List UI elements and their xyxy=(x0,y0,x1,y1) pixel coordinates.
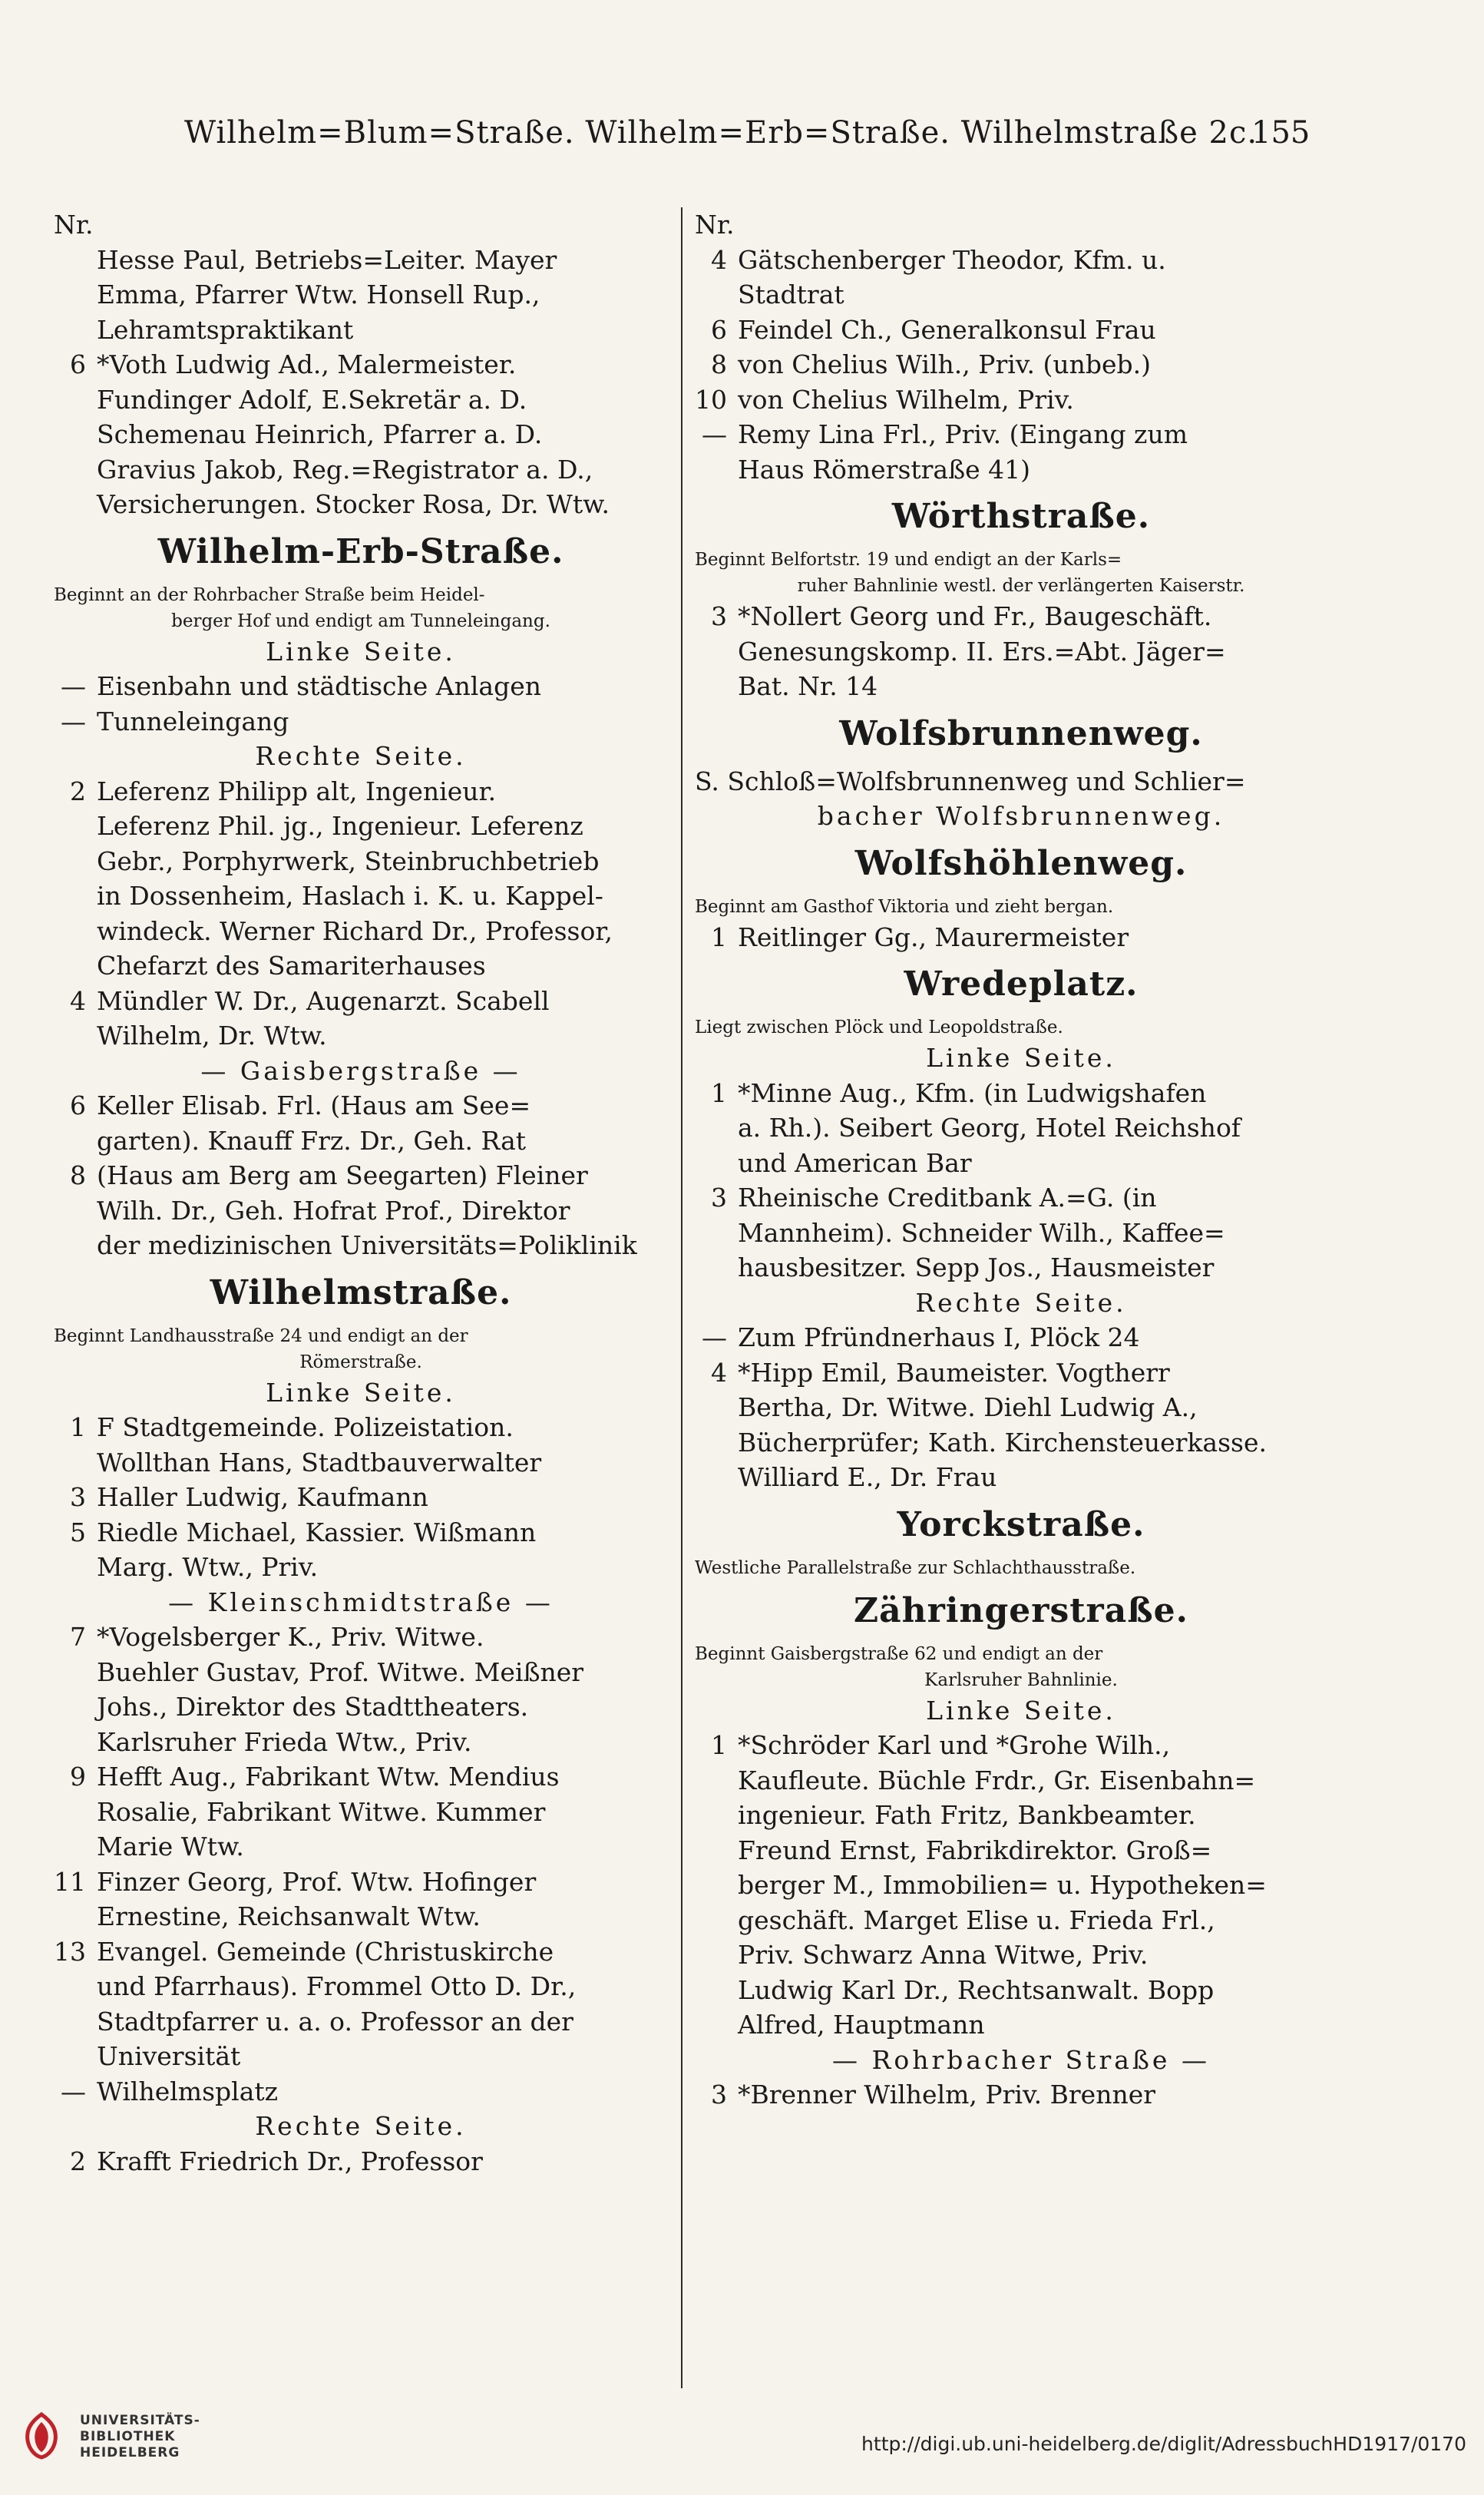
entry-line xyxy=(54,487,668,522)
entry-text: Wilhelm, Dr. Wtw. xyxy=(97,1021,327,1051)
street-heading: Wredeplatz. xyxy=(904,965,1139,1004)
entry-text: Ludwig Karl Dr., Rechtsanwalt. Bopp xyxy=(738,1974,1215,2005)
entry-line xyxy=(54,1934,668,1970)
entry-text: Rosalie, Fabrikant Witwe. Kummer xyxy=(97,1796,546,1827)
entry-line xyxy=(695,1868,1347,1903)
entry-text: Rechte Seite. xyxy=(255,741,467,771)
entry-text: Evangel. Gemeinde (Christuskirche xyxy=(97,1936,554,1967)
entry-line xyxy=(695,669,1347,704)
entry-line xyxy=(54,2074,668,2109)
entry-text: Lehramtspraktikant xyxy=(97,314,354,345)
entry-line xyxy=(54,1228,668,1263)
entry-line xyxy=(54,1689,668,1725)
street-heading: Wilhelmstraße. xyxy=(210,1272,512,1312)
entry-text: Williard E., Dr. Frau xyxy=(738,1462,997,1492)
entry-line xyxy=(695,207,1347,243)
entry-text: Nr. xyxy=(695,210,735,240)
entry-text: garten). Knauff Frz. Dr., Geh. Rat xyxy=(97,1125,527,1156)
entry-line xyxy=(695,1146,1347,1181)
entry-text: Bat. Nr. 14 xyxy=(738,671,878,701)
entry-line xyxy=(695,1250,1347,1286)
entry-text: Stadtpfarrer u. a. o. Professor an der xyxy=(97,2006,573,2037)
entry-text: Buehler Gustav, Prof. Witwe. Meißner xyxy=(97,1656,584,1687)
entry-line xyxy=(695,1903,1347,1938)
house-number: 7 xyxy=(70,1622,86,1652)
entry-text: S. Schloß=Wolfsbrunnenweg und Schlier= xyxy=(695,766,1246,796)
house-number: — xyxy=(61,2076,86,2106)
entry-text: Feindel Ch., Generalkonsul Frau xyxy=(738,314,1156,345)
entry-line xyxy=(54,1725,668,1760)
house-number: 8 xyxy=(70,1160,86,1190)
entry-line xyxy=(695,634,1347,670)
entry-line xyxy=(54,243,668,278)
entry-text: Emma, Pfarrer Wtw. Honsell Rup., xyxy=(97,280,540,309)
entry-text: Leferenz Phil. jg., Ingenieur. Leferenz xyxy=(97,811,583,841)
street-heading: Wörthstraße. xyxy=(891,497,1151,536)
entry-line xyxy=(54,1655,668,1690)
house-number: 11 xyxy=(54,1866,86,1897)
house-number: 1 xyxy=(70,1412,86,1442)
running-header-title: Wilhelm=Blum=Straße. Wilhelm=Erb=Straße. Wilhelmstraße 2c. xyxy=(184,115,1258,151)
street-description: Liegt zwischen Plöck und Leopoldstraße. xyxy=(695,1018,1063,1037)
street-description: Beginnt Gaisbergstraße 62 und endigt an der xyxy=(695,1643,1103,1664)
entry-line xyxy=(695,243,1347,278)
entry-line xyxy=(54,669,668,704)
entry-line xyxy=(695,1973,1347,2008)
entry-text: Riedle Michael, Kassier. Wißmann xyxy=(97,1517,537,1547)
entry-line xyxy=(54,1550,668,1585)
entry-text: Versicherungen. Stocker Rosa, Dr. Wtw. xyxy=(97,489,610,519)
entry-line xyxy=(54,1829,668,1865)
entry-line xyxy=(54,1445,668,1481)
entry-line xyxy=(54,1410,668,1445)
entry-text: in Dossenheim, Haslach i. K. u. Kappel- xyxy=(97,881,603,911)
side-label xyxy=(54,1375,668,1411)
entry-text: Linke Seite. xyxy=(926,1695,1116,1726)
entry-line xyxy=(54,1480,668,1515)
entry-text: Gebr., Porphyrwerk, Steinbruchbetrieb xyxy=(97,845,600,876)
entry-line xyxy=(695,1833,1347,1868)
entry-line xyxy=(695,764,1347,799)
entry-text: Finzer Georg, Prof. Wtw. Hofinger xyxy=(97,1866,537,1897)
side-label xyxy=(54,2109,668,2144)
side-label xyxy=(695,2043,1347,2078)
house-number: 8 xyxy=(711,349,727,379)
entry-line xyxy=(695,2077,1347,2113)
library-name-line: HEIDELBERG xyxy=(80,2445,180,2460)
street-heading: Wilhelm-Erb-Straße. xyxy=(157,531,564,571)
street-description: Beginnt Landhausstraße 24 und endigt an der xyxy=(54,1325,468,1346)
entry-text: Keller Elisab. Frl. (Haus am See= xyxy=(97,1090,531,1120)
entry-line xyxy=(54,2039,668,2074)
entry-text: hausbesitzer. Sepp Jos., Hausmeister xyxy=(738,1252,1215,1282)
entry-text: Wilh. Dr., Geh. Hofrat Prof., Direktor xyxy=(97,1195,570,1226)
entry-text: (Haus am Berg am Seegarten) Fleiner xyxy=(97,1160,588,1190)
entry-line xyxy=(54,1123,668,1159)
house-number: 1 xyxy=(711,1730,727,1760)
entry-text: — Rohrbacher Straße — xyxy=(832,2044,1210,2075)
entry-line xyxy=(54,774,668,809)
entry-text: Gätschenberger Theodor, Kfm. u. xyxy=(738,244,1166,275)
entry-line xyxy=(54,1620,668,1655)
entry-text: *Brenner Wilhelm, Priv. Brenner xyxy=(738,2080,1156,2109)
page-footer xyxy=(0,2404,1484,2495)
entry-text: Hefft Aug., Fabrikant Wtw. Mendius xyxy=(97,1762,560,1792)
street-heading: Wolfsbrunnenweg. xyxy=(839,713,1203,753)
entry-text: Hesse Paul, Betriebs=Leiter. Mayer xyxy=(97,244,557,275)
street-heading: Yorckstraße. xyxy=(897,1504,1145,1544)
column-divider xyxy=(681,207,683,2388)
house-number: — xyxy=(61,671,86,701)
house-number: 1 xyxy=(711,922,727,952)
entry-line xyxy=(54,277,668,313)
entry-text: Zum Pfründnerhaus I, Plöck 24 xyxy=(738,1322,1140,1352)
entry-line xyxy=(54,2004,668,2040)
entry-text: Johs., Direktor des Stadttheaters. xyxy=(97,1692,529,1722)
entry-text: *Schröder Karl und *Grohe Wilh., xyxy=(738,1730,1171,1760)
entry-line xyxy=(695,347,1347,382)
entry-line xyxy=(54,382,668,418)
house-number: 6 xyxy=(70,349,86,379)
entry-text: Mannheim). Schneider Wilh., Kaffee= xyxy=(738,1217,1225,1248)
entry-line xyxy=(695,1460,1347,1495)
entry-text: Schemenau Heinrich, Pfarrer a. D. xyxy=(97,419,543,449)
entry-text: — Gaisbergstraße — xyxy=(200,1055,521,1086)
entry-line xyxy=(695,1076,1347,1111)
side-label xyxy=(695,799,1347,834)
entry-line xyxy=(695,1937,1347,1973)
entry-text: *Hipp Emil, Baumeister. Vogtherr xyxy=(738,1357,1170,1388)
entry-text: Marie Wtw. xyxy=(97,1832,244,1861)
running-header xyxy=(0,115,1484,161)
entry-text: und American Bar xyxy=(738,1147,972,1178)
entry-text: Leferenz Philipp alt, Ingenieur. xyxy=(97,776,497,806)
entry-text: Priv. Schwarz Anna Witwe, Priv. xyxy=(738,1940,1149,1970)
street-heading: Wolfshöhlenweg. xyxy=(854,843,1188,883)
street-heading: Zähringerstraße. xyxy=(854,1590,1188,1630)
entry-text: ingenieur. Fath Fritz, Bankbeamter. xyxy=(738,1800,1196,1830)
entry-text: Fundinger Adolf, E.Sekretär a. D. xyxy=(97,384,527,415)
entry-text: berger M., Immobilien= u. Hypotheken= xyxy=(738,1870,1267,1900)
house-number: — xyxy=(702,1322,727,1352)
street-description: Beginnt Belfortstr. 19 und endigt an der Karls= xyxy=(695,550,1122,570)
side-label xyxy=(695,1693,1347,1729)
entry-line xyxy=(695,1798,1347,1833)
entry-line xyxy=(54,1899,668,1934)
street-description: Beginnt am Gasthof Viktoria und zieht bergan. xyxy=(695,896,1114,917)
entry-line xyxy=(695,1355,1347,1391)
entry-line xyxy=(54,984,668,1019)
entry-text: *Minne Aug., Kfm. (in Ludwigshafen xyxy=(738,1077,1207,1108)
entry-text: Wilhelmsplatz xyxy=(97,2076,279,2106)
entry-line xyxy=(54,1759,668,1795)
entry-line xyxy=(54,313,668,348)
entry-text: Haller Ludwig, Kaufmann xyxy=(97,1482,428,1512)
entry-line xyxy=(695,1180,1347,1216)
library-name xyxy=(80,2413,200,2461)
entry-line xyxy=(695,1763,1347,1798)
entry-line xyxy=(54,809,668,844)
entry-line xyxy=(54,1865,668,1900)
entry-line xyxy=(695,1216,1347,1251)
entry-line xyxy=(695,2007,1347,2043)
entry-line xyxy=(54,1969,668,2004)
entry-line xyxy=(54,1088,668,1123)
entry-line xyxy=(695,313,1347,348)
house-number: 1 xyxy=(711,1077,727,1108)
house-number: 2 xyxy=(70,776,86,806)
side-label xyxy=(695,1286,1347,1321)
entry-text: Linke Seite. xyxy=(266,1377,456,1408)
entry-text: Krafft Friedrich Dr., Professor xyxy=(97,2146,483,2176)
entry-text: Linke Seite. xyxy=(266,636,456,667)
side-label xyxy=(54,634,668,670)
street-description: Karlsruher Bahnlinie. xyxy=(924,1669,1118,1690)
entry-line xyxy=(695,1320,1347,1355)
entry-text: Bücherprüfer; Kath. Kirchensteuerkasse. xyxy=(738,1427,1267,1458)
entry-text: Rheinische Creditbank A.=G. (in xyxy=(738,1183,1157,1213)
entry-text: Rechte Seite. xyxy=(255,2111,467,2141)
entry-text: Reitlinger Gg., Maurermeister xyxy=(738,922,1129,952)
library-name-line: UNIVERSITÄTS- xyxy=(80,2413,200,2428)
entry-text: Linke Seite. xyxy=(926,1043,1116,1073)
entry-line xyxy=(54,1193,668,1229)
entry-text: Chefarzt des Samariterhauses xyxy=(97,951,486,981)
entry-text: von Chelius Wilh., Priv. (unbeb.) xyxy=(738,349,1152,379)
house-number: 3 xyxy=(711,2080,727,2109)
house-number: 4 xyxy=(70,985,86,1016)
house-number: 3 xyxy=(70,1482,86,1512)
entry-line xyxy=(695,1425,1347,1461)
entry-text: *Voth Ludwig Ad., Malermeister. xyxy=(97,349,517,379)
entry-text: Marg. Wtw., Priv. xyxy=(97,1552,319,1582)
entry-line xyxy=(54,879,668,914)
entry-line xyxy=(695,1390,1347,1425)
house-number: 13 xyxy=(54,1936,86,1967)
house-number: 4 xyxy=(711,1357,727,1388)
side-label xyxy=(54,739,668,774)
right-column xyxy=(695,207,1347,2113)
entry-text: windeck. Werner Richard Dr., Professor, xyxy=(97,915,613,946)
entry-line xyxy=(695,599,1347,634)
entry-text: a. Rh.). Seibert Georg, Hotel Reichshof xyxy=(738,1113,1241,1143)
entry-line xyxy=(54,914,668,949)
entry-line xyxy=(695,1110,1347,1146)
entry-text: Universität xyxy=(97,2041,241,2071)
library-name-line: BIBLIOTHEK xyxy=(80,2429,176,2444)
entry-text: *Vogelsberger K., Priv. Witwe. xyxy=(97,1622,484,1652)
entry-line xyxy=(54,207,668,243)
entry-text: Kaufleute. Büchle Frdr., Gr. Eisenbahn= xyxy=(738,1765,1256,1795)
street-description: Beginnt an der Rohrbacher Straße beim Heidel- xyxy=(54,584,485,605)
entry-text: Freund Ernst, Fabrikdirektor. Groß= xyxy=(738,1835,1212,1865)
entry-text: Haus Römerstraße 41) xyxy=(738,454,1031,485)
side-label xyxy=(695,1041,1347,1076)
entry-text: Mündler W. Dr., Augenarzt. Scabell xyxy=(97,985,550,1016)
entry-text: Karlsruher Frieda Wtw., Priv. xyxy=(97,1726,472,1757)
house-number: 5 xyxy=(70,1517,86,1547)
house-number: 3 xyxy=(711,1183,727,1213)
entry-text: Eisenbahn und städtische Anlagen xyxy=(97,671,541,701)
house-number: 6 xyxy=(70,1090,86,1120)
entry-text: Rechte Seite. xyxy=(915,1287,1127,1318)
entry-line xyxy=(695,452,1347,488)
entry-text: der medizinischen Universitäts=Poliklinik xyxy=(97,1230,637,1260)
entry-line xyxy=(54,2144,668,2179)
entry-line xyxy=(54,347,668,382)
entry-text: bacher Wolfsbrunnenweg. xyxy=(817,801,1225,831)
university-library-logo-icon xyxy=(17,2411,66,2460)
house-number: 3 xyxy=(711,601,727,631)
entry-text: geschäft. Marget Elise u. Frieda Frl., xyxy=(738,1904,1215,1935)
entry-text: F Stadtgemeinde. Polizeistation. xyxy=(97,1412,514,1442)
house-number: 6 xyxy=(711,314,727,345)
entry-text: und Pfarrhaus). Frommel Otto D. Dr., xyxy=(97,1971,577,2001)
entry-text: Stadtrat xyxy=(738,280,844,309)
entry-text: Ernestine, Reichsanwalt Wtw. xyxy=(97,1901,481,1931)
entry-text: von Chelius Wilhelm, Priv. xyxy=(738,384,1074,415)
side-label xyxy=(54,1054,668,1089)
entry-line xyxy=(54,844,668,879)
house-number: — xyxy=(61,706,86,736)
house-number: 9 xyxy=(70,1762,86,1792)
entry-line xyxy=(54,948,668,984)
entry-text: Wollthan Hans, Stadtbauverwalter xyxy=(97,1447,542,1477)
entry-line xyxy=(54,1515,668,1550)
entry-text: — Kleinschmidtstraße — xyxy=(168,1587,554,1617)
entry-text: Remy Lina Frl., Priv. (Eingang zum xyxy=(738,419,1188,449)
entry-line xyxy=(695,277,1347,313)
entry-line xyxy=(54,417,668,452)
house-number: 10 xyxy=(695,384,727,415)
street-description: Westliche Parallelstraße zur Schlachthausstraße. xyxy=(695,1557,1136,1578)
street-description: Römerstraße. xyxy=(299,1352,422,1372)
entry-line xyxy=(54,704,668,740)
entry-text: Nr. xyxy=(54,210,94,240)
entry-text: *Nollert Georg und Fr., Baugeschäft. xyxy=(738,601,1212,631)
entry-text: Tunneleingang xyxy=(97,706,289,736)
source-url-link[interactable]: http://digi.ub.uni-heidelberg.de/diglit/AdressbuchHD1917/0170 xyxy=(861,2433,1466,2455)
house-number: — xyxy=(702,419,727,449)
entry-line xyxy=(695,920,1347,955)
entry-text: Bertha, Dr. Witwe. Diehl Ludwig A., xyxy=(738,1392,1198,1422)
entry-line xyxy=(54,1795,668,1830)
left-column xyxy=(54,207,668,2179)
page-number: 155 xyxy=(1251,115,1310,151)
entry-line xyxy=(54,1158,668,1193)
entry-line xyxy=(54,1018,668,1054)
entry-line xyxy=(54,452,668,488)
street-description: ruher Bahnlinie westl. der verlängerten Kaiserstr. xyxy=(797,576,1245,596)
house-number: 4 xyxy=(711,244,727,275)
entry-text: Alfred, Hauptmann xyxy=(738,2010,985,2040)
entry-line xyxy=(695,382,1347,418)
entry-line xyxy=(695,417,1347,452)
house-number: 2 xyxy=(70,2146,86,2176)
entry-text: Genesungskomp. II. Ers.=Abt. Jäger= xyxy=(738,636,1226,667)
entry-text: Gravius Jakob, Reg.=Registrator a. D., xyxy=(97,454,593,485)
side-label xyxy=(54,1585,668,1620)
entry-line xyxy=(695,1728,1347,1763)
street-description: berger Hof und endigt am Tunneleingang. xyxy=(171,611,550,631)
